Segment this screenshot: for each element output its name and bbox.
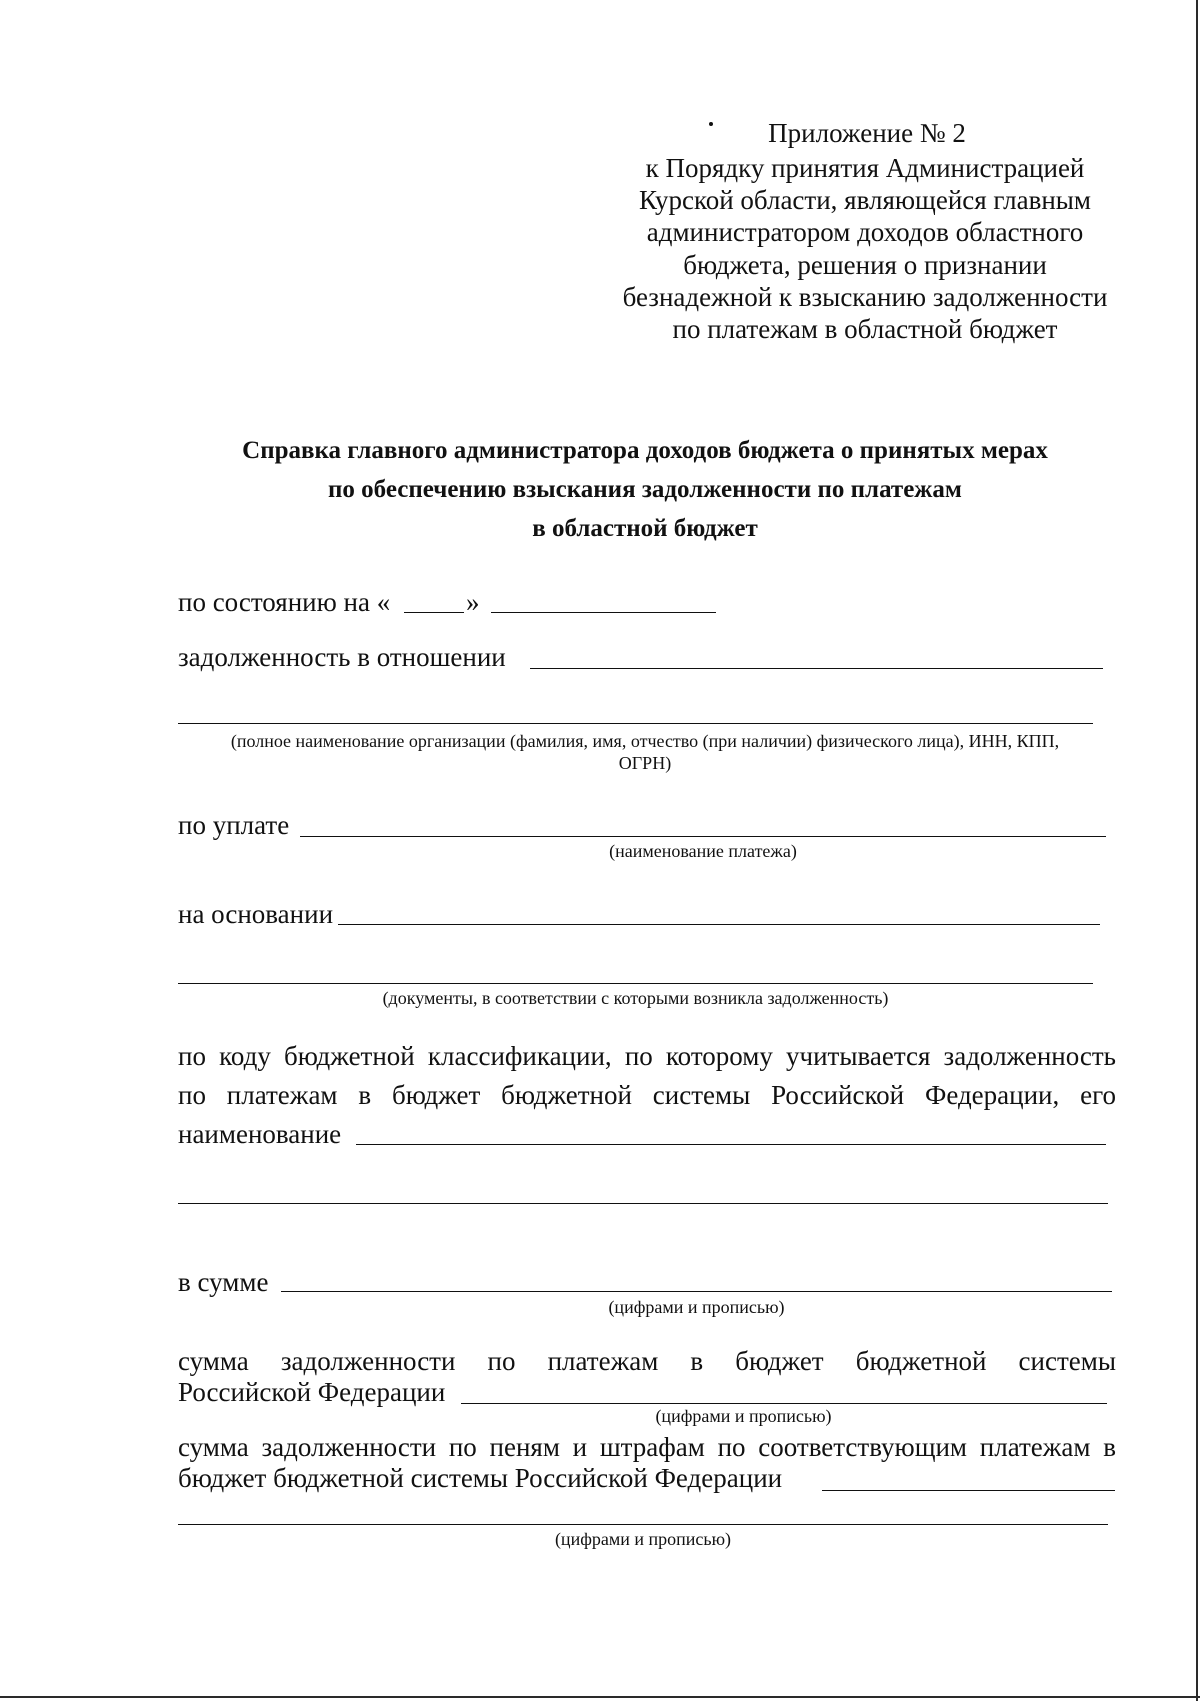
- annex-line-5: бюджета, решения о признании: [683, 250, 1047, 280]
- sum-label: в сумме: [178, 1267, 269, 1297]
- annex-line-1: Приложение № 2: [768, 118, 966, 148]
- date-month-year-field[interactable]: [491, 612, 716, 613]
- debt-label: задолженность в отношении: [178, 642, 506, 672]
- debtor-caption-1: (полное наименование организации (фамилия, имя, отчество (при наличии) физического лица), ИНН, КПП,: [230, 731, 1060, 751]
- annex-line-7: по платежам в областной бюджет: [672, 314, 1058, 344]
- basis-label: на основании: [178, 899, 334, 929]
- scan-edge-bottom: [0, 1696, 1200, 1698]
- debtor-caption-2: ОГРН): [618, 753, 672, 773]
- basis-field-2[interactable]: [178, 983, 1093, 984]
- basis-field-1[interactable]: [338, 924, 1100, 925]
- kbk-field-2[interactable]: [178, 1203, 1108, 1204]
- title-line-2: по обеспечению взыскания задолженности по платежам: [328, 476, 962, 503]
- scan-edge-right: [1196, 0, 1198, 1701]
- date-day-field[interactable]: [404, 612, 464, 613]
- sum-penalties-field-1[interactable]: [822, 1490, 1115, 1491]
- sum-penalties-field-2[interactable]: [178, 1524, 1108, 1525]
- sum-penalties-line-1: сумма задолженности по пеням и штрафам по соответствующим платежам в: [178, 1432, 1116, 1462]
- date-close-quote: »: [466, 587, 480, 617]
- annex-line-4: администратором доходов областного: [646, 217, 1084, 247]
- sum-payments-label: Российской Федерации: [178, 1377, 446, 1407]
- sum-penalties-caption: (цифрами и прописью): [554, 1529, 732, 1549]
- payment-caption: (наименование платежа): [609, 841, 797, 861]
- sum-payments-line-1: сумма задолженности по платежам в бюджет бюджетной системы: [178, 1346, 1116, 1376]
- debtor-field-2[interactable]: [178, 723, 1093, 724]
- kbk-text-line-2: по платежам в бюджет бюджетной системы Российской Федерации, его: [178, 1080, 1116, 1110]
- sum-penalties-label: бюджет бюджетной системы Российской Федерации: [178, 1463, 783, 1493]
- sum-payments-caption: (цифрами и прописью): [655, 1406, 832, 1426]
- title-line-1: Справка главного администратора доходов бюджета о принятых мерах: [242, 437, 1048, 464]
- debtor-field-1[interactable]: [530, 668, 1103, 669]
- basis-caption: (документы, в соответствии с которыми возникла задолженность): [382, 988, 889, 1008]
- sum-caption: (цифрами и прописью): [608, 1297, 785, 1317]
- payment-field[interactable]: [300, 836, 1106, 837]
- payment-label: по уплате: [178, 810, 290, 840]
- document-title: [160, 431, 1130, 548]
- sum-payments-field[interactable]: [461, 1403, 1107, 1404]
- title-line-3: в областной бюджет: [532, 515, 758, 542]
- annex-line-6: безнадежной к взысканию задолженности: [622, 282, 1108, 312]
- kbk-label: наименование: [178, 1119, 342, 1149]
- kbk-text-line-1: по коду бюджетной классификации, по которому учитывается задолженность: [178, 1041, 1116, 1071]
- annex-line-3: Курской области, являющейся главным: [639, 185, 1091, 215]
- date-label: по состоянию на «: [178, 587, 391, 617]
- sum-field[interactable]: [281, 1291, 1112, 1292]
- annex-line-2: к Порядку принятия Администрацией: [645, 153, 1085, 183]
- kbk-field-1[interactable]: [356, 1144, 1106, 1145]
